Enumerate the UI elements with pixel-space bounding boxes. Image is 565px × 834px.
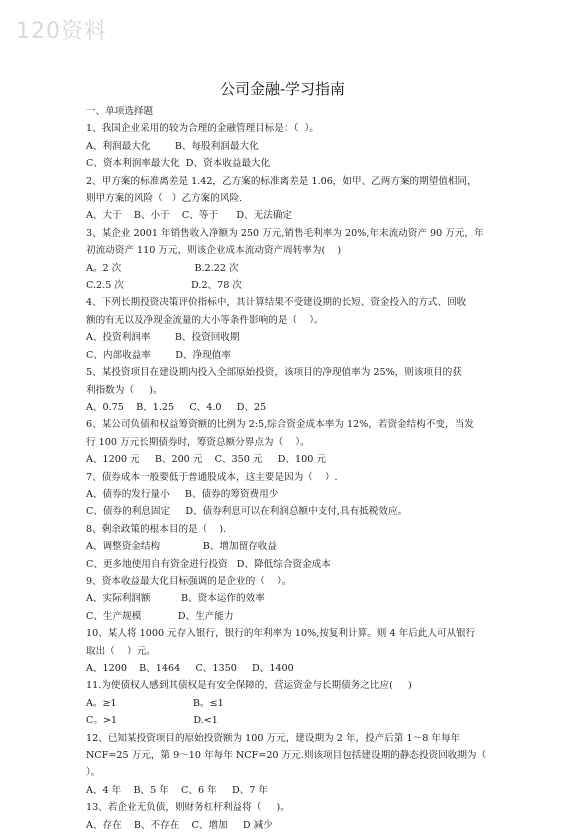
text-line: A、1200 B、1464 C、1350 D、1400 xyxy=(86,663,294,674)
text-line: A、投资利润率 B、投资回收期 xyxy=(86,332,240,344)
text-line: 13、若企业无负债，则财务杠杆利益将（ )。 xyxy=(86,802,290,814)
text-line: 利指数为（ )。 xyxy=(86,384,163,396)
text-line: C。>1 D.<1 xyxy=(86,715,218,727)
text-line: 5、某投资项目在建设期内投入全部原始投资，该项目的净现值率为 25%，则该项目的获 xyxy=(86,367,462,379)
text-line: C.2.5 次 D.2、78 次 xyxy=(86,280,242,292)
text-line: 取出（ ）元。 xyxy=(86,645,156,657)
text-line: ）。 xyxy=(86,767,101,779)
text-line: A、利润最大化 B、每股利润最大化 xyxy=(86,140,259,152)
text-line: A。2 次 B.2.22 次 xyxy=(86,262,239,274)
text-line: 1、我国企业采用的较为合理的金融管理目标是：（ ）。 xyxy=(86,123,319,135)
text-line: 则甲方案的风险（ ）乙方案的风险. xyxy=(86,193,243,205)
text-line: A、债券的发行量小 B、债券的筹资费用少 xyxy=(86,488,279,500)
document-body xyxy=(86,103,487,834)
text-line: 8、剩余政策的根本目的是（ ). xyxy=(86,523,227,535)
text-line: A、4 年 B、5 年 C、6 年 D、7 年 xyxy=(86,784,269,796)
text-line: 4、下列长期投资决策评价指标中，其计算结果不受建设期的长短、资金投入的方式、回收 xyxy=(86,297,467,309)
text-line: 行 100 万元长期债券时，筹资总额分界点为（ ）。 xyxy=(86,436,310,448)
text-line: 一、单项选择题 xyxy=(86,106,154,117)
text-line: C、更多地使用自有资金进行投资 D、降低综合资金成本 xyxy=(86,558,331,570)
text-line: 3、某企业 2001 年销售收入净额为 250 万元,销售毛利率为 20%,年末流动资产 90 万元，年 xyxy=(86,227,484,239)
text-line: 10、某人将 1000 元存入银行，银行的年利率为 10%,按复利计算。则 4 年后此人可从银行 xyxy=(86,628,476,640)
text-line: 12、已知某投资项目的原始投资额为 100 万元，建设期为 2 年，投产后第 1～8 年每年 xyxy=(86,732,461,744)
text-line: NCF=25 万元，第 9～10 年每年 NCF=20 万元.则该项目包括建设期的静态投资回收期为（ xyxy=(86,750,487,762)
text-line: A、大于 B、小于 C、等于 D、无法确定 xyxy=(86,210,293,222)
text-line: 11.为使债权人感到其债权是有安全保障的，营运资金与长期债务之比应( ) xyxy=(86,680,412,692)
text-line: C、债券的利息固定 D、债券利息可以在利润总额中支付,具有抵税效应。 xyxy=(86,506,408,518)
watermark-logo: 120资料 xyxy=(16,19,107,44)
document-title: 公司金融-学习指南 xyxy=(219,80,346,98)
text-line: 初流动资产 110 万元，则该企业成本流动资产周转率为( ) xyxy=(86,245,342,257)
text-line: A、存在 B、不存在 C、增加 D 减少 xyxy=(86,819,273,831)
text-line: A、0.75 B、1.25 C、4.0 D、25 xyxy=(86,401,267,413)
text-line: A、实际利润额 B、资本运作的效率 xyxy=(86,593,265,605)
text-line: A。≥1 B。≤1 xyxy=(86,697,224,709)
text-line: A、1200 元 B、200 元 C、350 元 D、100 元 xyxy=(86,454,327,466)
text-line: 7、债券成本一般要低于普通股成本，这主要是因为（ ）. xyxy=(86,471,338,483)
text-line: 6、某公司负债和权益筹资额的比例为 2:5,综合资金成本率为 12%，若资金结构不变，当发 xyxy=(86,419,474,431)
text-line: 9、资本收益最大化目标强调的是企业的（ ）。 xyxy=(86,575,292,587)
text-line: C、生产规模 D、生产能力 xyxy=(86,610,234,622)
text-line: C、内部收益率 D、净现值率 xyxy=(86,349,231,361)
text-line: A、调整资金结构 B、增加留存收益 xyxy=(86,541,277,553)
text-line: 额的有无以及净现金流量的大小等条件影响的是（ ）。 xyxy=(86,314,324,326)
text-line: C、资本利润率最大化 D、资本收益最大化 xyxy=(86,158,271,170)
text-line: 2、甲方案的标准离差是 1.42，乙方案的标准离差是 1.06，如甲、乙两方案的期望值相同， xyxy=(86,175,477,187)
